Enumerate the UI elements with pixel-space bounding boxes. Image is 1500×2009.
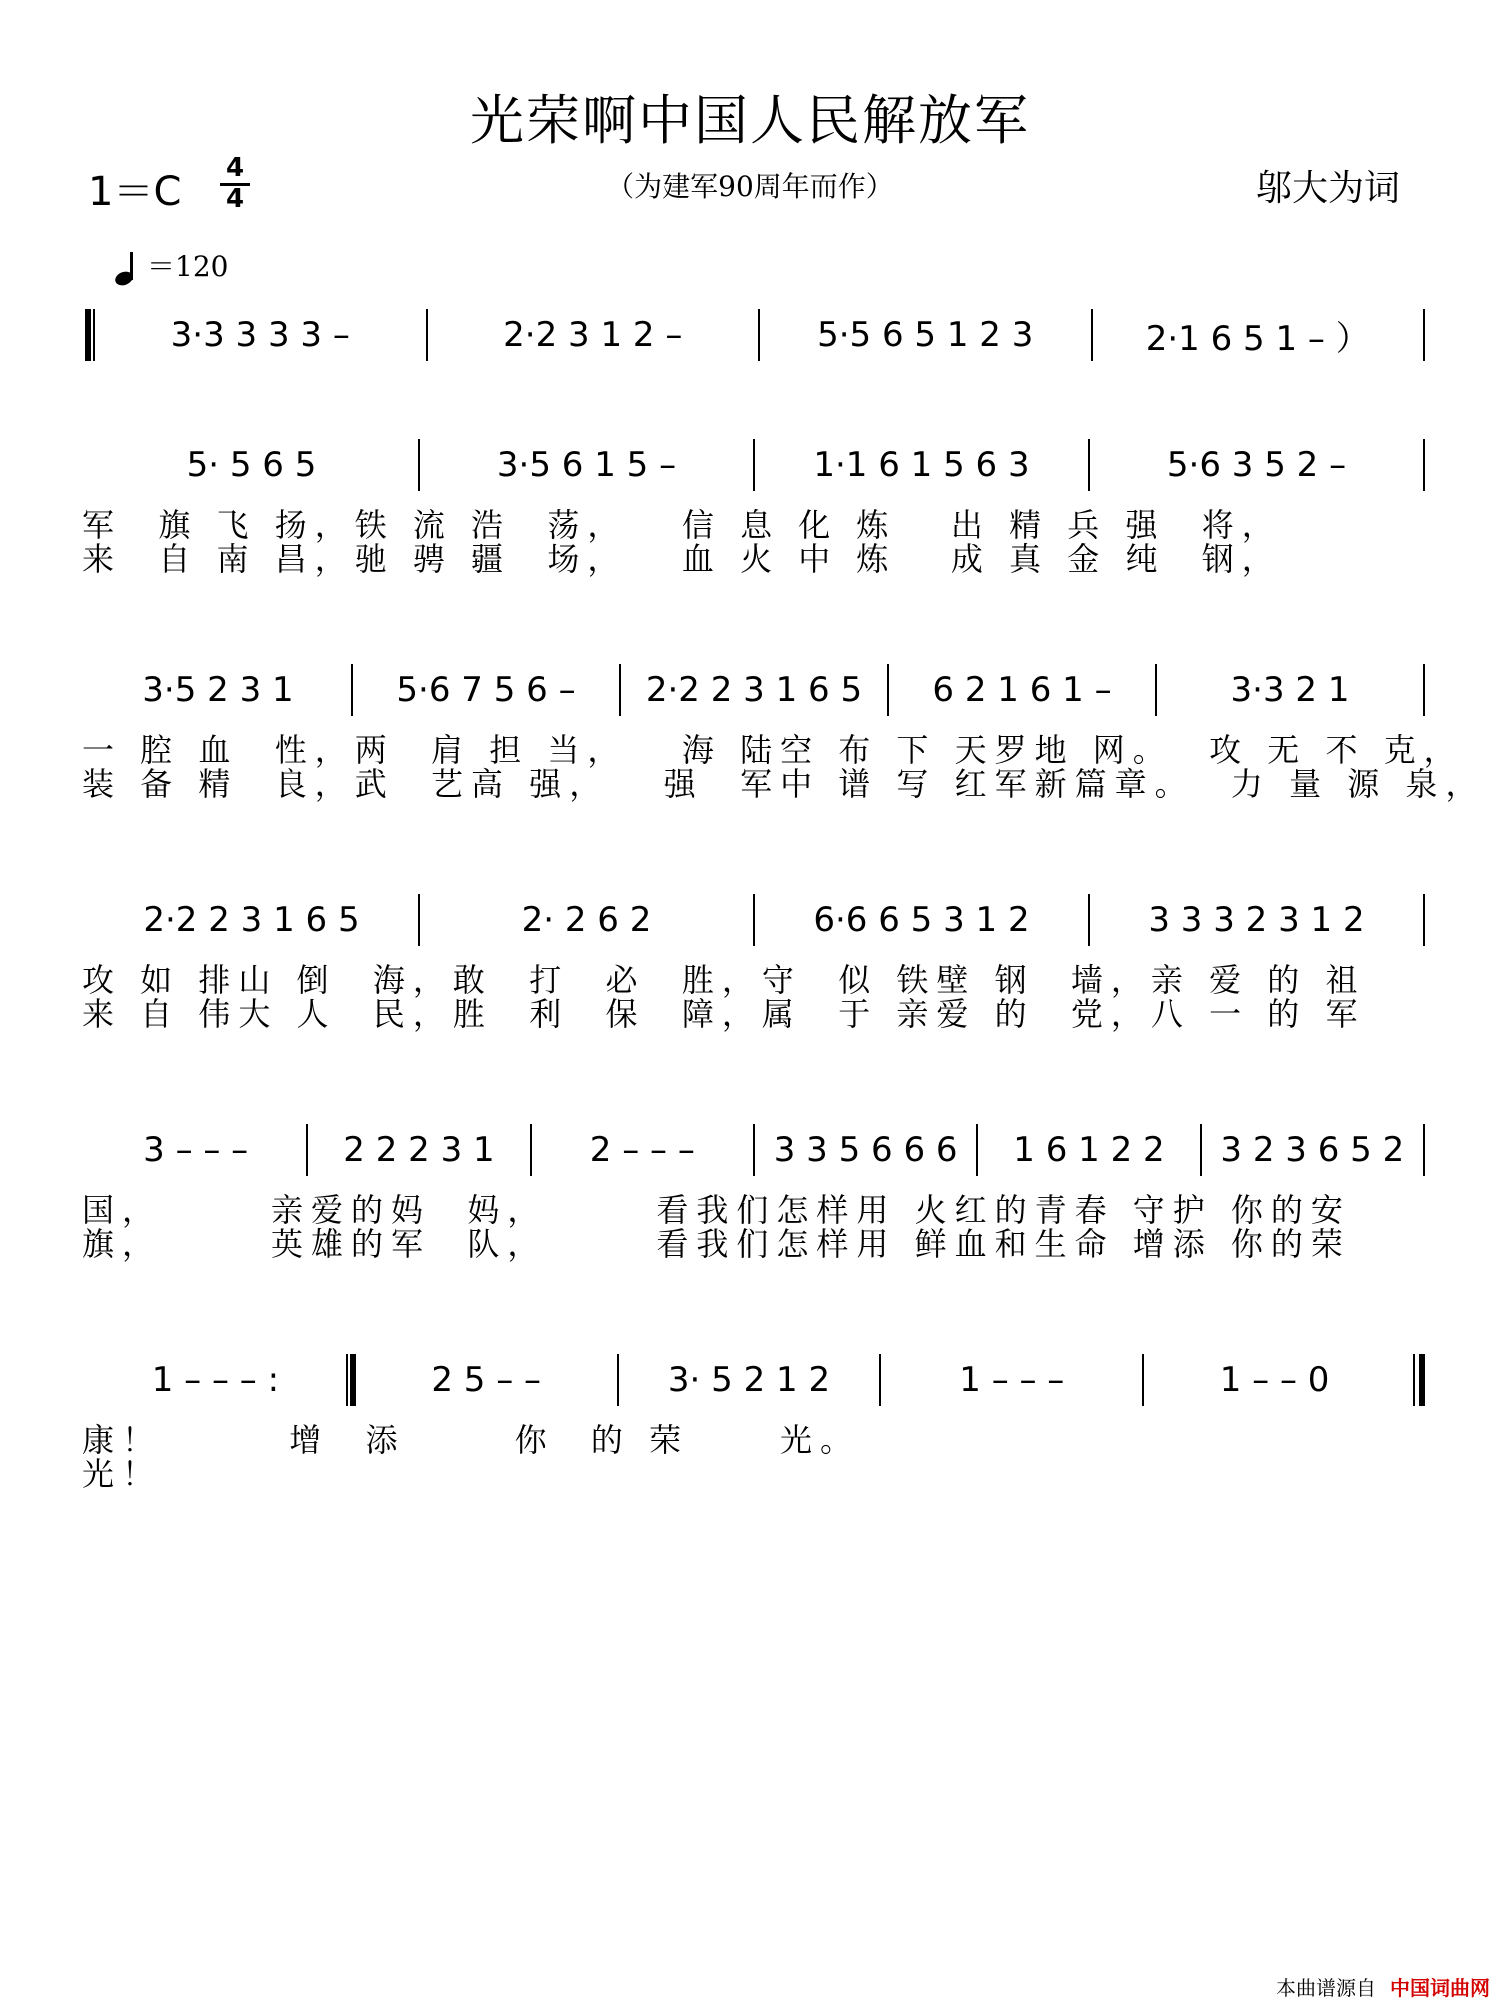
- notation-row: [85, 300, 1425, 370]
- measure: 1 – – – :: [151, 1360, 280, 1400]
- lyric-verse-2: 来 自 伟大 人 民，胜 利 保 障，属 于 亲爱 的 党，八 一 的 军: [82, 995, 1366, 1033]
- measure: 6 2 1 6 1 –: [932, 670, 1112, 710]
- measure: 1 – – 0: [1219, 1360, 1330, 1400]
- measure: 3 – – –: [143, 1130, 249, 1170]
- measure: 5·6 7 5 6 –: [396, 670, 576, 710]
- measure: 2 – – –: [589, 1130, 695, 1170]
- lyric-verse-2: 来 自 南 昌，驰 骋 疆 场， 血 火 中 炼 成 真 金 纯 钢，: [82, 540, 1282, 578]
- meter-top: 4: [220, 155, 250, 186]
- repeat-end: [346, 1354, 356, 1406]
- measure: 3·3 2 1: [1230, 670, 1350, 710]
- lyric-verse-1: 一 腔 血 性，两 肩 担 当， 海 陆空 布 下 天罗地 网。 攻 无 不 克，: [82, 731, 1464, 769]
- final-barline: [1413, 1354, 1425, 1406]
- measure: 3·5 2 3 1: [142, 670, 294, 710]
- measure: 5·5 6 5 1 2 3: [817, 315, 1034, 355]
- source-label: 本曲谱源自: [1276, 1976, 1376, 2000]
- measure: 1 – – –: [959, 1360, 1065, 1400]
- measure: 5·6 3 5 2 –: [1166, 445, 1347, 485]
- measure: 2·2 2 3 1 6 5: [645, 670, 863, 710]
- measure: 3·3 3 3 3 –: [170, 315, 350, 355]
- quarter-note-icon: [115, 253, 139, 285]
- lyric-verse-1: 军 旗 飞 扬，铁 流 浩 荡， 信 息 化 炼 出 精 兵 强 将，: [82, 506, 1282, 544]
- measure: 1 6 1 2 2: [1013, 1130, 1165, 1170]
- meter-bottom: 4: [225, 184, 245, 214]
- measure: 2· 2 6 2: [521, 900, 652, 940]
- lyric-verse-2: 旗， 英雄的军 队， 看我们怎样用 鲜血和生命 增添 你的荣: [82, 1225, 1351, 1263]
- measure: 3 2 3 6 5 2: [1220, 1130, 1405, 1170]
- notation-row: [85, 1115, 1425, 1185]
- measure: 1·1 6 1 5 6 3: [813, 445, 1030, 485]
- measure: 6·6 6 5 3 1 2: [813, 900, 1030, 940]
- key-signature: 1＝C: [88, 169, 182, 215]
- song-title: 光荣啊中国人民解放军: [470, 89, 1030, 152]
- source-footer: [1276, 1972, 1490, 2001]
- lyric-verse-2: 光！: [82, 1455, 163, 1493]
- notation-row: [85, 885, 1425, 955]
- measure: 5· 5 6 5: [186, 445, 317, 485]
- lyric-verse-1: 攻 如 排山 倒 海，敢 打 必 胜，守 似 铁壁 钢 墙，亲 爱 的 祖: [82, 961, 1366, 999]
- measure: 3· 5 2 1 2: [667, 1360, 831, 1400]
- tempo-marking: [115, 245, 228, 285]
- measure: 3 3 3 2 3 1 2: [1148, 900, 1365, 940]
- lyric-verse-1: 康！ 增 添 你 的 荣 光。: [82, 1421, 860, 1459]
- site-brand-link[interactable]: 中国词曲网: [1390, 1976, 1490, 2000]
- notation-row: [85, 655, 1425, 725]
- measure: 3·5 6 1 5 –: [496, 445, 677, 485]
- measure: 2 2 2 3 1: [343, 1130, 495, 1170]
- measure: 2·1 6 5 1 – ）: [1145, 318, 1370, 359]
- measure: 2·2 2 3 1 6 5: [143, 900, 360, 940]
- tempo-value: ＝120: [147, 250, 229, 283]
- repeat-start: [85, 309, 95, 361]
- lyric-verse-2: 装 备 精 良，武 艺高 强， 强 军中 谱 写 红军新篇章。 力 量 源 泉，: [82, 765, 1486, 803]
- lyric-verse-1: 国， 亲爱的妈 妈， 看我们怎样用 火红的青春 守护 你的安: [82, 1191, 1351, 1229]
- lyricist: 邬大为词: [1255, 168, 1400, 209]
- measure: 2 5 – –: [431, 1360, 542, 1400]
- notation-row: [85, 430, 1425, 500]
- subtitle: （为建军90周年而作）: [606, 170, 894, 203]
- measure: 2·2 3 1 2 –: [503, 315, 683, 355]
- notation-row: [85, 1345, 1425, 1415]
- measure: 3 3 5 6 6 6: [773, 1130, 958, 1170]
